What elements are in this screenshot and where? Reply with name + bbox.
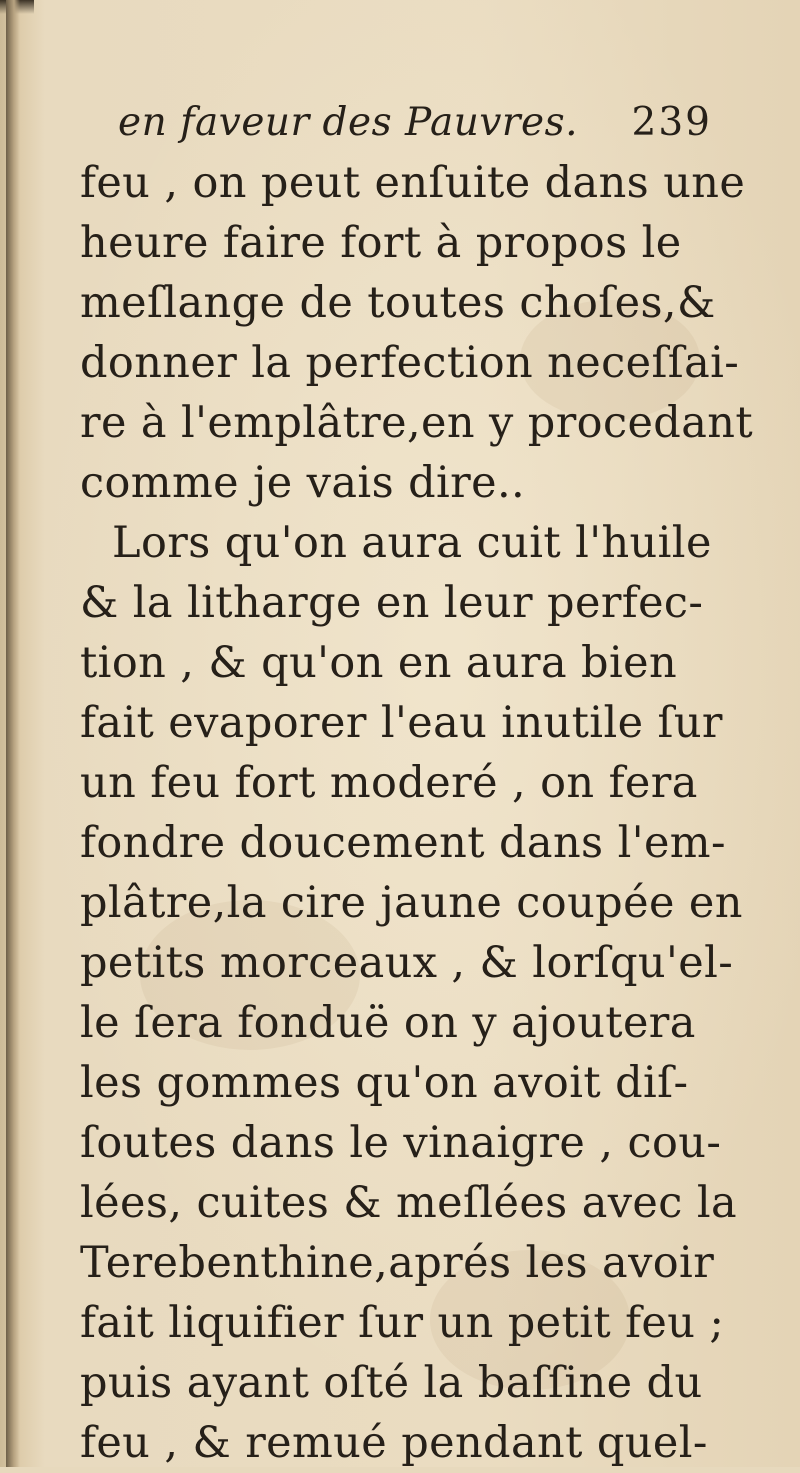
text-line: & la litharge en leur perfec- xyxy=(80,578,704,628)
text-line: fait evaporer l'eau inutile ſur xyxy=(80,698,723,748)
text-line: puis ayant oſté la baſſine du xyxy=(80,1358,703,1408)
text-line: ſoutes dans le vinaigre , cou- xyxy=(80,1118,722,1168)
text-block xyxy=(80,93,754,1473)
text-line: comme je vais dire.. xyxy=(80,458,526,508)
running-header xyxy=(80,93,720,153)
text-line: meſlange de toutes choſes,& xyxy=(80,278,716,328)
text-line: les gommes qu'on avoit diſ- xyxy=(80,1058,689,1108)
running-head: en faveur des Pauvres. xyxy=(118,100,579,145)
paragraph-first-line: Lors qu'on aura cuit l'huile xyxy=(112,518,712,568)
text-line: feu , on peut enſuite dans une xyxy=(80,158,746,208)
text-line: fait liquifier ſur un petit feu ; xyxy=(80,1298,725,1348)
text-line: feu , & remué pendant quel- xyxy=(80,1418,708,1468)
text-line: petits morceaux , & lorſqu'el- xyxy=(80,938,734,988)
text-line: le ſera fonduë on y ajoutera xyxy=(80,998,696,1048)
text-line: Terebenthine,aprés les avoir xyxy=(80,1238,715,1288)
text-line: re à l'emplâtre,en y procedant xyxy=(80,398,754,448)
text-line: donner la perfection neceſſai- xyxy=(80,338,740,388)
text-line: lées, cuites & meſlées avec la xyxy=(80,1178,738,1228)
binding-gutter xyxy=(6,0,20,1467)
text-line: fondre doucement dans l'em- xyxy=(80,818,726,868)
page-number: 239 xyxy=(631,100,712,145)
text-line: tion , & qu'on en aura bien xyxy=(80,638,678,688)
text-line: plâtre,la cire jaune coupée en xyxy=(80,878,743,928)
text-line: un feu fort moderé , on fera xyxy=(80,758,698,808)
text-line: heure faire fort à propos le xyxy=(80,218,682,268)
